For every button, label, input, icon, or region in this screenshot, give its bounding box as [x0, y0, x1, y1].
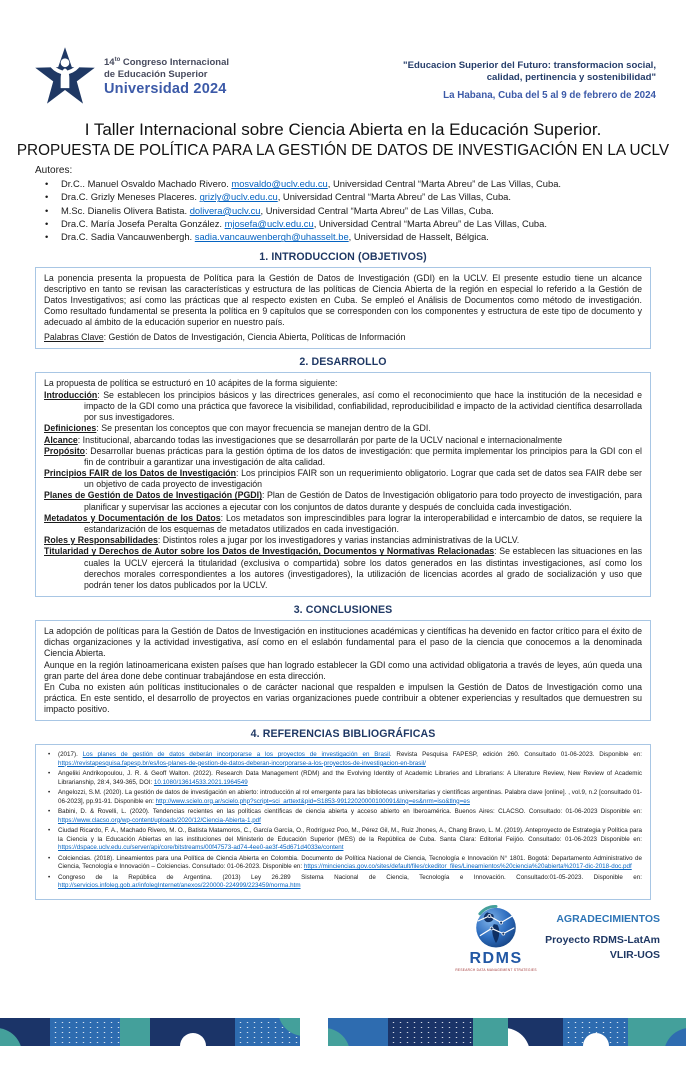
reference-link[interactable]: http://www.scielo.org.ar/scielo.php?script=sci_arttext&pid=S1853-99122020000100091&lng=es&nrm=iso&tlng=es — [155, 797, 470, 805]
band-block — [120, 1018, 150, 1046]
rdms-tagline: RESEARCH DATA MANAGEMENT STRATEGIES — [455, 967, 537, 972]
reference-item — [44, 751, 642, 768]
band-block — [508, 1018, 563, 1046]
introduccion-text: La ponencia presenta la propuesta de Política para la Gestión de Datos de Investigación (GDI) en la UCLV. El presente estudio tiene un alcance descriptivo en tanto se revisan las características y estructura de las políticas de Ciencia Abierta de la región en especial lo referido a la Gestión de Datos Investigativos; así como las prácticas que al respecto existen en Cuba. Se empleó el Análisis de Documentos como método de investigación. Como resultado fundamental se presenta la política en 9 capítulos que se corresponden con los componentes y estructura de este tipo de documento y adecuado al ámbito de la educación superior en nuestro país. — [44, 272, 642, 328]
reference-item — [44, 855, 642, 872]
desarrollo-desc: : Plan de Gestión de Datos de Investigación obligatorio para todo proyecto de investigación, para planificar y supervisar las acciones a ejecutar con los conjuntos de datos durante y después de concluida cada investigación. — [84, 490, 642, 512]
desarrollo-lead: La propuesta de política se estructuró en 10 acápites de la forma siguiente: — [44, 377, 338, 388]
desarrollo-term: Propósito — [44, 445, 86, 456]
acknowledgments-title: AGRADECIMIENTOS — [556, 912, 660, 925]
authors-list — [35, 177, 651, 244]
conclusiones-box — [35, 620, 651, 721]
conclusion-paragraph: En Cuba no existen aún políticas institucionales o de carácter nacional que respalden e impulsen la Gestión de Datos de Investigación como una práctica. En este sentido, el desarrollo de proyectos en varias organizaciones puede contribuir a obtener experiencias y resultados que demuestren su impacto positivo. — [44, 681, 642, 715]
author-affiliation: , Universidad Central “Marta Abreu” de Las Villas, Cuba. — [277, 191, 511, 203]
author-affiliation: , Universidad Central “Marta Abreu” de Las Villas, Cuba. — [313, 218, 547, 230]
referencias-box — [35, 744, 651, 899]
author-affiliation: , Universidad Central “Marta Abreu” de Las Villas, Cuba. — [260, 204, 494, 216]
desarrollo-box — [35, 372, 651, 597]
author-email-link[interactable]: sadia.vancauwenbergh@uhasselt.be — [194, 231, 349, 243]
keywords-line — [44, 332, 642, 343]
congress-brand: Universidad 2024 — [104, 81, 227, 98]
reference-text: Colciencias. (2018). Lineamientos para una Política de Ciencia Abierta en Colombia. Documento de Política Nacional de Ciencia, Tecnología e Innovación N° 1801. Bogotá: Departamento Administrativo de Ciencia, Tecnología e Innovación – Colciencias. Consultado: 01-06-2023. Disponible en: — [58, 854, 642, 870]
reference-item — [44, 874, 642, 891]
reference-text: . Revista Pesquisa FAPESP, edición 260. Consultado 01-06-2023. Disponible en: — [389, 751, 642, 759]
reference-text: (2017). — [58, 751, 83, 759]
desarrollo-item — [44, 535, 642, 546]
desarrollo-desc: : Se establecen las situaciones en las cuales la UCLV ejercerá la titularidad (exclusiva o compartida) sobre los datos generados en las distintas investigaciones, así como los derechos morales correspondientes a los autores (investigadores), la utilización de licencias acordes al grado de socialización y uso que podrán tener los datos publicados por la UCLV. — [84, 546, 642, 590]
globe-network-icon — [474, 905, 518, 949]
reference-text: Ciudad Ricardo, F. A., Machado Rivero, M. O., Batista Matamoros, C., García García, O., Rodríguez Poo, M., Pérez Gil, M., Ruiz Jhones, A., Chang Bravo, L. M. (2019). Anteproyecto de Estrategia y Política para la Ciencia y la Educación Abiertas en las instituciones del Ministerio de Educación Superior (MES) de la República de Cuba. Santa Clara: Editorial Feijóo. Consultado: 01-06-2023 Disponible en: — [58, 827, 642, 843]
reference-text: Babini, D. & Rovelli, L. (2020). Tendencias recientes en las políticas científicas de ciencia abierta y acceso abierto en Iberoamérica. Buenos Aires: CLACSO. Consultado: 01-06-2023 Disponible en: — [58, 808, 642, 816]
desarrollo-term: Alcance — [44, 434, 78, 445]
references-list — [44, 751, 642, 890]
keywords-label: Palabras Clave — [44, 331, 104, 342]
author-item — [35, 190, 651, 203]
conclusion-paragraph: Aunque en la región latinoamericana existen países que han logrado establecer la GDI como una actividad obligatoria a través de leyes, aún queda una gran parte del área done debe continuar trabajándose en esta dirección. — [44, 659, 642, 681]
author-email-link[interactable]: dolivera@uclv.cu — [189, 204, 261, 216]
project-name: Proyecto RDMS-LatAm — [545, 933, 660, 946]
reference-item — [44, 808, 642, 825]
desarrollo-desc: : Los metadatos son imprescindibles para lograr la interoperabilidad e intercambio de datos, se requiere la estandarización de los esquemas de metadatos utilizados en cada investigación. — [84, 512, 642, 534]
page-title: I Taller Internacional sobre Ciencia Abierta en la Educación Superior. — [84, 120, 602, 139]
congress-name: $14^{to}$ Congreso Internacional de Educación Superior — [104, 56, 229, 80]
reference-link[interactable]: Los planes de gestión de datos deberán incorporarse a los proyectos de investigación en Brasil — [82, 751, 390, 759]
section-heading-referencias: 4. REFERENCIAS BIBLIOGRÁFICAS — [250, 728, 436, 741]
decorative-band — [0, 1018, 686, 1046]
desarrollo-desc: : Se presentan los conceptos que con mayor frecuencia se manejan dentro de la GDI. — [96, 423, 431, 434]
author-affiliation: , Universidad de Hasselt, Bélgica. — [348, 231, 489, 243]
desarrollo-item — [44, 546, 642, 591]
band-block — [328, 1018, 388, 1046]
reference-link[interactable]: 10.1080/13614533.2021.1964549 — [153, 778, 248, 786]
keywords-values: : Gestión de Datos de Investigación, Ciencia Abierta, Políticas de Información — [103, 331, 406, 342]
band-block — [300, 1018, 328, 1046]
desarrollo-desc: : Institucional, abarcando todas las investigaciones que se desarrollarán por parte de la UCLV nacional e internacionalmente — [77, 434, 563, 445]
reference-text: Angelozzi, S.M. (2020). La gestión de datos de investigación en abierto: introducción al rol emergente para las bibliotecas universitarias y científicas argentinas. Palabra clave [online]. , vol.9, n.2 [consultado 01-06-2023], pp.91-91. Disponible en: — [58, 789, 642, 805]
band-block — [388, 1018, 473, 1046]
author-name: Dra.C. Sadia Vancauwenbergh. — [61, 231, 195, 243]
band-block — [563, 1018, 628, 1046]
section-heading-introduccion: 1. INTRODUCCION (OBJETIVOS) — [259, 250, 427, 263]
rdms-wordmark: RDMS — [469, 949, 523, 967]
reference-item — [44, 770, 642, 787]
desarrollo-desc: : Desarrollar buenas prácticas para la gestión óptima de los datos de investigación: que permita implementar los principios para la GDI con el fin de contribuir a garantizar una investigación de alta calidad. — [84, 445, 642, 467]
reference-text: Angeliki Andrikopoulou, J. R. & Geoff Walton. (2022). Research Data Management (RDM) and the Evolving Identity of Academic Libraries and Librarians: A Literature Review, New Review of Academic Librarianship, 28:4, 349-365, DOI: — [58, 770, 642, 786]
band-block — [235, 1018, 300, 1046]
reference-link[interactable]: https://revistapesquisa.fapesp.br/es/los-planes-de-gestion-de-datos-deberan-incorporarse-a-los-proyectos-de-investigacion-en-brasil/ — [58, 759, 426, 767]
author-name: Dra.C. Grizly Meneses Placeres. — [61, 191, 200, 203]
event-slogan: "Educacion Superior del Futuro: transformacion social, calidad, pertinencia y sostenibilidad" — [403, 60, 656, 84]
desarrollo-item — [44, 468, 642, 490]
star-person-icon — [34, 44, 96, 110]
rdms-logo — [455, 905, 537, 972]
reference-link[interactable]: https://minciencias.gov.co/sites/default/files/ckeditor_files/Lineamientos%20ciencia%20abierta%2017-dic-2018-doc.pdf — [303, 862, 632, 870]
author-name: Dr.C.. Manuel Osvaldo Machado Rivero. — [61, 178, 232, 189]
band-block — [50, 1018, 120, 1046]
authors-label: Autores: — [35, 165, 73, 176]
desarrollo-desc: : Se establecen los principios básicos y las directrices generales, así como el reconocimiento que hace la institución de la necesidad e impacto de la GDI como una práctica que favorece la visibilidad, confiabilidad, reproducibilidad e impacto de la actividad científica desarrollada por sus investigadores. — [84, 389, 642, 423]
desarrollo-term: Titularidad y Derechos de Autor sobre los Datos de Investigación, Documentos y Normativas Relacionadas — [44, 546, 495, 557]
reference-item — [44, 789, 642, 806]
reference-item — [44, 827, 642, 852]
band-block — [628, 1018, 686, 1046]
author-name: M.Sc. Dianelis Olivera Batista. — [61, 204, 190, 216]
author-item — [35, 230, 651, 243]
desarrollo-item — [44, 390, 642, 424]
desarrollo-term: Definiciones — [44, 423, 97, 434]
reference-link[interactable]: https://www.clacso.org/wp-content/uploads/2020/12/Ciencia-Abierta-1.pdf — [58, 816, 261, 824]
reference-link[interactable]: https://dspace.uclv.edu.cu/server/api/core/bitstreams/00f47573-ad74-4ee0-ae3f-45d671d4033e/content — [58, 843, 344, 851]
author-email-link[interactable]: mosvaldo@uclv.edu.cu — [231, 178, 328, 189]
desarrollo-term: Roles y Responsabilidades — [44, 535, 158, 546]
reference-text: Congreso de la República de Argentina. (2013) Ley 26.289 Sistema Nacional de Ciencia, Tecnología e Innovación. Consultado:01-05-2023. Disponible en: — [58, 873, 642, 881]
author-item — [35, 217, 651, 230]
author-email-link[interactable]: grizly@uclv.edu.cu — [199, 191, 278, 203]
reference-link[interactable]: http://servicios.infoleg.gob.ar/infolegInternet/anexos/220000-224999/223459/norma.htm — [58, 881, 301, 889]
desarrollo-item — [44, 490, 642, 512]
funder-name: VLIR-UOS — [609, 948, 660, 961]
page-subtitle: PROPUESTA DE POLÍTICA PARA LA GESTIÓN DE DATOS DE INVESTIGACIÓN EN LA UCLV — [16, 142, 670, 159]
desarrollo-item — [44, 513, 642, 535]
author-item — [35, 204, 651, 217]
acknowledgments-footer — [0, 905, 686, 972]
desarrollo-item — [44, 446, 642, 468]
conclusion-paragraph: La adopción de políticas para la Gestión de Datos de Investigación en instituciones académicas y científicas ha devenido en factor crítico para el éxito de dichas organizaciones y la actividad investigativa, así como en el eslabón fundamental para el paso de la ciencia que conocemos a la denominada Ciencia Abierta. — [44, 626, 642, 659]
author-name: Dra.C. María Josefa Peralta González. — [61, 218, 225, 230]
desarrollo-desc: : Distintos roles a jugar por los investigadores y varias instancias administrativas de la UCLV. — [157, 535, 520, 546]
band-block — [0, 1018, 50, 1046]
author-item — [35, 177, 651, 190]
desarrollo-item — [44, 435, 642, 446]
event-date: La Habana, Cuba del 5 al 9 de febrero de 2024 — [443, 89, 656, 101]
event-info — [403, 60, 656, 101]
desarrollo-term: Metadatos y Documentación de los Datos — [44, 512, 221, 523]
desarrollo-term: Introducción — [44, 389, 98, 400]
section-heading-desarrollo: 2. DESARROLLO — [299, 355, 387, 368]
desarrollo-item — [44, 423, 642, 434]
author-affiliation: , Universidad Central “Marta Abreu” de Las Villas, Cuba. — [327, 178, 562, 189]
introduccion-box — [35, 267, 651, 349]
desarrollo-desc: : Los principios FAIR son un requerimiento obligatorio. Lograr que cada set de datos sea FAIR debe ser un objetivo de cada proyecto de investigación — [84, 468, 642, 490]
author-email-link[interactable]: mjosefa@uclv.edu.cu — [224, 218, 314, 230]
congress-logo — [34, 44, 229, 110]
page-header — [34, 44, 656, 110]
desarrollo-term: Principios FAIR de los Datos de Investigación — [44, 468, 237, 479]
band-block — [473, 1018, 508, 1046]
desarrollo-term: Planes de Gestión de Datos de Investigación (PGDI) — [44, 490, 263, 501]
section-heading-conclusiones: 3. CONCLUSIONES — [293, 604, 393, 617]
acknowledgments-text — [545, 913, 660, 963]
band-block — [150, 1018, 235, 1046]
desarrollo-list — [44, 390, 642, 591]
